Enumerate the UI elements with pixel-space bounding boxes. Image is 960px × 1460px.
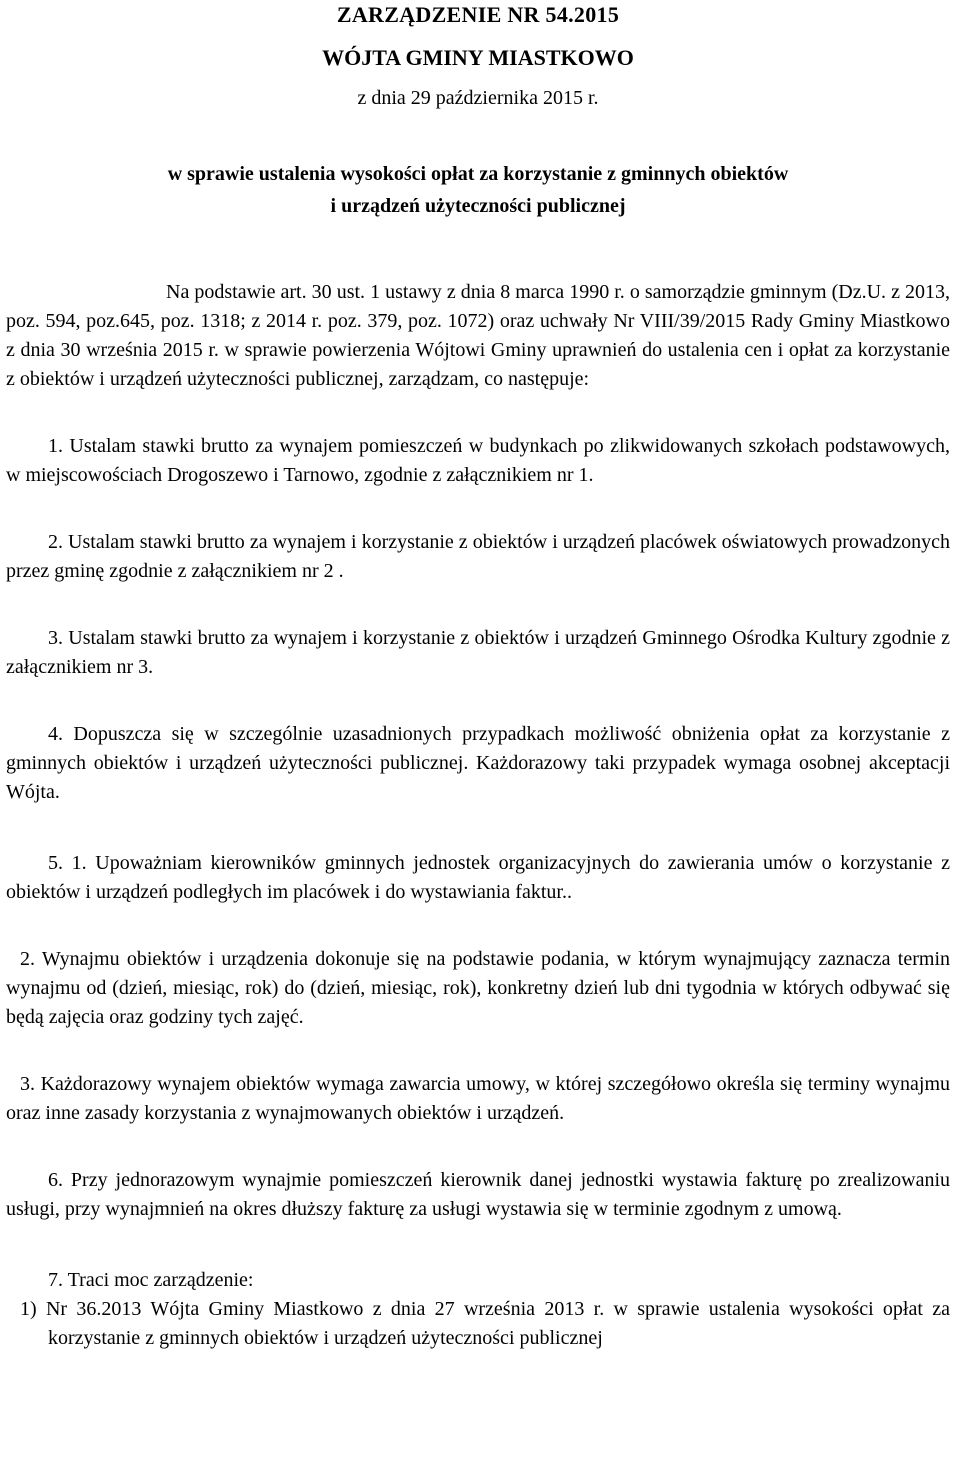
document-body [6,278,950,1353]
preamble: Na podstawie art. 30 ust. 1 ustawy z dnia 8 marca 1990 r. o samorządzie gminnym (Dz.U. z 2013, poz. 594, poz.645, poz. 1318; z 2014 r. poz. 379, poz. 1072) oraz uchwały Nr VIII/39/2015 Rady Gminy Miastkowo z dnia 30 września 2015 r. w sprawie powierzenia Wójtowi Gminy uprawnień do ustalenia cen i opłat za korzystanie z obiektów i urządzeń użyteczności publicznej, zarządzam, co następuje: [6,281,950,390]
document-date: z dnia 29 października 2015 r. [357,87,599,109]
paragraph-5-3: 3. Każdorazowy wynajem obiektów wymaga zawarcia umowy, w której szczegółowo określa się terminy wynajmu oraz inne zasady korzystania z wynajmowanych obiektów i urządzeń. [6,1073,950,1124]
paragraph-6: 6. Przy jednorazowym wynajmie pomieszczeń kierownik danej jednostki wystawia fakturę po zrealizowaniu usługi, przy wynajmnień na okres dłuższy fakturę za usługi wystawia się w terminie zgodnym z umową. [6,1169,950,1220]
document-issuer: WÓJTA GMINY MIASTKOWO [322,45,634,70]
paragraph-7: 7. Traci moc zarządzenie: [48,1269,254,1291]
subject-line-2: i urządzeń użyteczności publicznej [330,195,626,217]
paragraph-1: 1. Ustalam stawki brutto za wynajem pomieszczeń w budynkach po zlikwidowanych szkołach podstawowych, w miejscowościach Drogoszewo i Tarnowo, zgodnie z załącznikiem nr 1. [6,435,950,486]
subject-line-1: w sprawie ustalenia wysokości opłat za korzystanie z gminnych obiektów [167,163,789,185]
document-header [6,0,950,222]
paragraph-5-2: 2. Wynajmu obiektów i urządzenia dokonuje się na podstawie podania, w którym wynajmujący zaznacza termin wynajmu od (dzień, miesiąc, rok) do (dzień, miesiąc, rok), konkretny dzień lub dni tygodnia w których odbywać się będą zajęcia oraz godziny tych zajęć. [6,948,950,1028]
paragraph-7-item-1: 1) Nr 36.2013 Wójta Gminy Miastkowo z dnia 27 września 2013 r. w sprawie ustalenia wysokości opłat za korzystanie z gminnych obiektów i urządzeń użyteczności publicznej [20,1298,950,1349]
document-title: ZARZĄDZENIE NR 54.2015 [336,2,620,27]
document-subject [6,158,950,222]
paragraph-3: 3. Ustalam stawki brutto za wynajem i korzystanie z obiektów i urządzeń Gminnego Ośrodka Kultury zgodnie z załącznikiem nr 3. [6,627,950,678]
paragraph-2: 2. Ustalam stawki brutto za wynajem i korzystanie z obiektów i urządzeń placówek oświatowych prowadzonych przez gminę zgodnie z załącznikiem nr 2 . [6,531,950,582]
paragraph-5-1: 5. 1. Upoważniam kierowników gminnych jednostek organizacyjnych do zawierania umów o korzystanie z obiektów i urządzeń podległych im placówek i do wystawiania faktur.. [6,852,950,903]
paragraph-4: 4. Dopuszcza się w szczególnie uzasadnionych przypadkach możliwość obniżenia opłat za korzystanie z gminnych obiektów i urządzeń użyteczności publicznej. Każdorazowy taki przypadek wymaga osobnej akceptacji Wójta. [6,723,950,803]
